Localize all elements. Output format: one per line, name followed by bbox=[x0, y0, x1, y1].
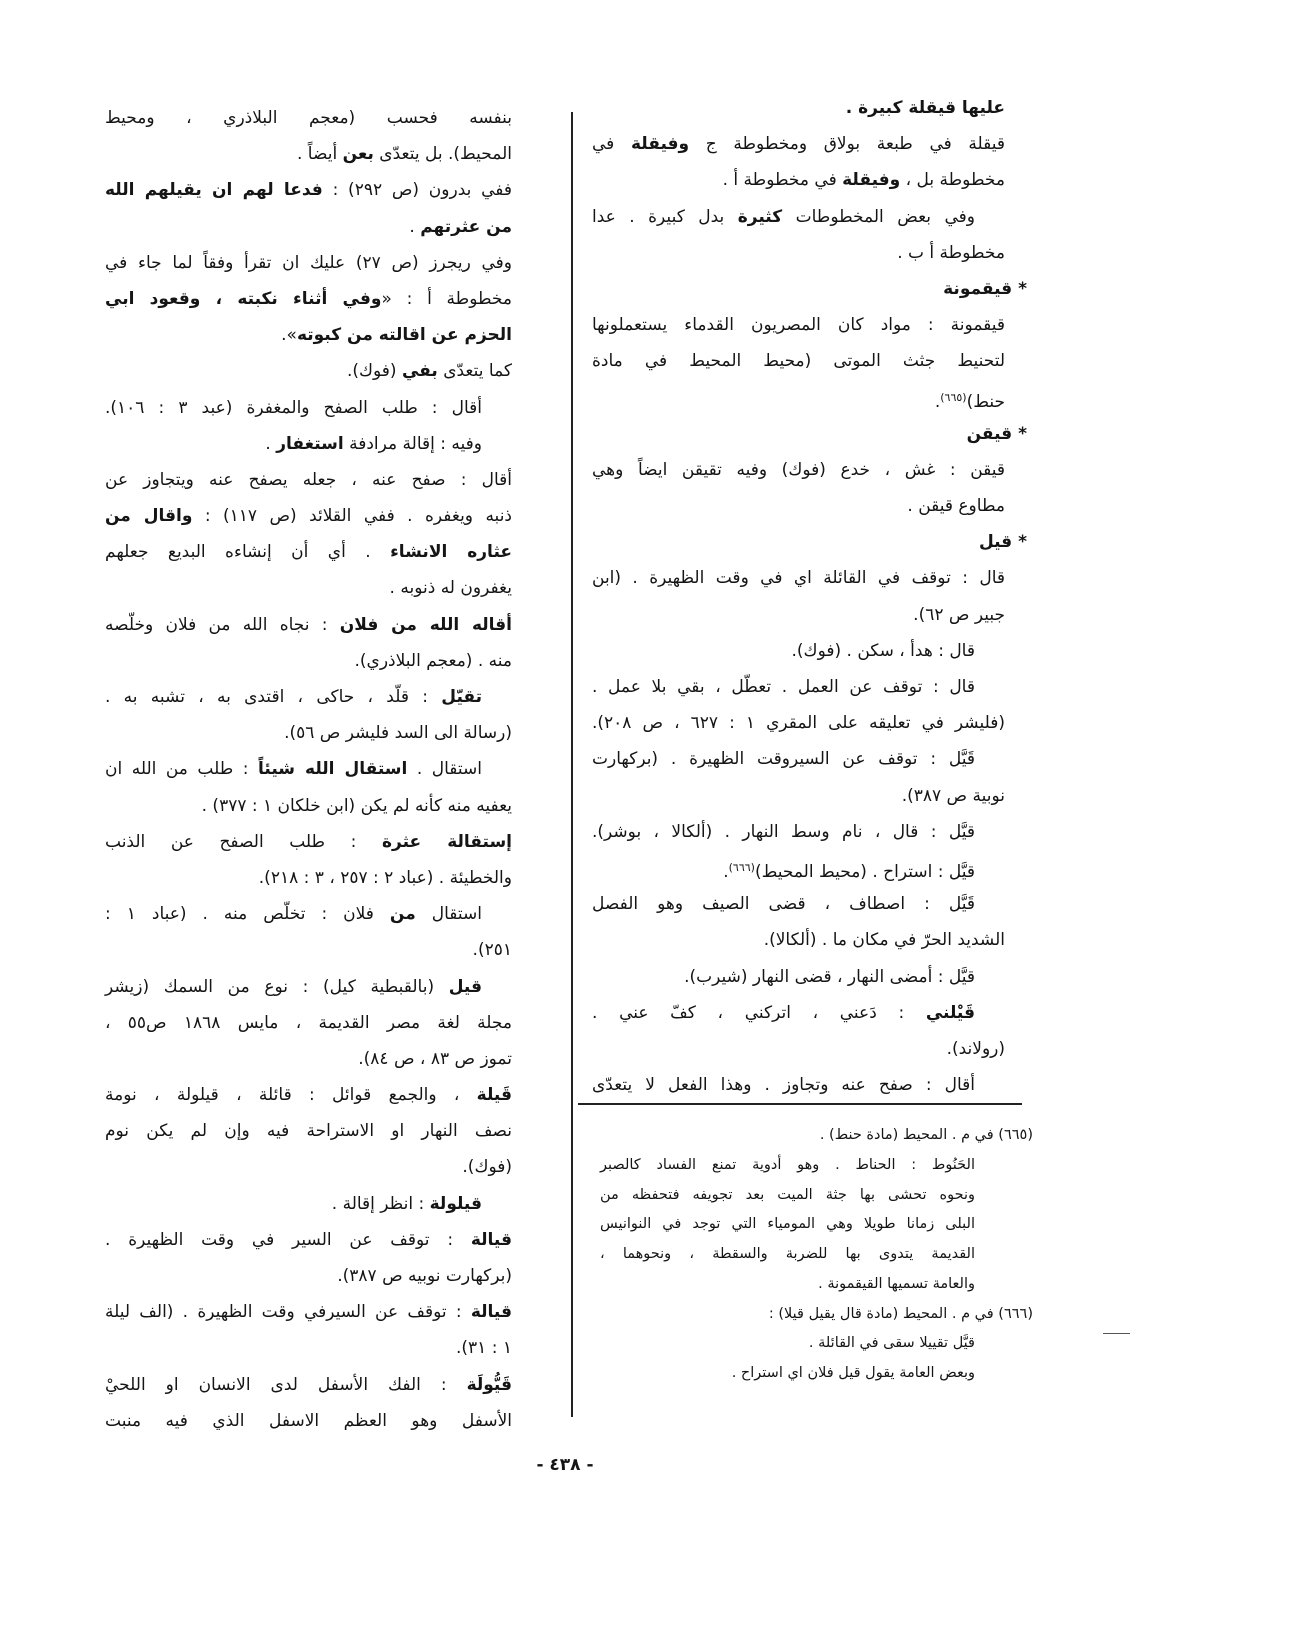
footnote-line: البلى زمانا طويلا وهي المومياء التي توجد في النوانيس bbox=[600, 1216, 975, 1233]
text-line bbox=[105, 751, 512, 787]
line-text: : توقف عن السير في وقت الظهيرة . bbox=[105, 1229, 471, 1250]
line-text: قَيَّل : توقف عن السيروقت الظهيرة . (بركهارت bbox=[592, 749, 975, 770]
text-line bbox=[105, 607, 512, 643]
line-text: : قلّد ، حاكى ، اقتدى به ، تشبه به . bbox=[105, 687, 442, 707]
text-line bbox=[105, 1113, 512, 1149]
scan-mark bbox=[1103, 1333, 1130, 1334]
headword: عثاره الانشاء bbox=[390, 542, 512, 563]
text-line bbox=[592, 380, 1005, 416]
text-line bbox=[105, 1367, 512, 1403]
text-line bbox=[105, 932, 512, 968]
line-text: أيضاً . bbox=[297, 144, 343, 165]
line-text: في مخطوطة أ . bbox=[722, 170, 843, 191]
line-text: كما يتعدّى bbox=[437, 361, 512, 382]
line-text: (رولاند). bbox=[946, 1038, 1005, 1059]
line-text: (فوك). bbox=[346, 361, 402, 382]
line-text: ٢٥١). bbox=[472, 940, 512, 961]
text-line bbox=[105, 209, 512, 245]
line-text: استقال bbox=[415, 904, 482, 925]
footnote-line: وبعض العامة يقول قيل فلان اي استراح . bbox=[731, 1365, 975, 1381]
text-line bbox=[592, 886, 1005, 922]
line-text: أقال : صفح عنه ، جعله يصفح عنه ويتجاوز عن bbox=[105, 469, 512, 490]
text-line bbox=[592, 1067, 1005, 1103]
text-line bbox=[105, 715, 512, 751]
text-line bbox=[105, 570, 512, 606]
text-line bbox=[592, 560, 1005, 596]
footnote-line: ونحوه تحشى بها جثة الميت بعد تجويفه فتحفظه من bbox=[600, 1186, 975, 1203]
text-line bbox=[105, 1294, 512, 1330]
headword: من bbox=[389, 904, 416, 925]
headword: تقيّل bbox=[441, 687, 482, 707]
line-text: لتحنيط جثث الموتى (محيط المحيط في مادة bbox=[592, 351, 1005, 372]
line-text: قال : هدأ ، سكن . (فوك). bbox=[791, 640, 975, 661]
headword: بعن bbox=[342, 144, 374, 165]
text-line bbox=[592, 633, 1005, 669]
text-line bbox=[105, 281, 512, 317]
text-line bbox=[592, 778, 1005, 814]
text-line bbox=[105, 353, 512, 389]
text-line bbox=[105, 969, 512, 1005]
line-text: تموز ص ٨٣ ، ص ٨٤). bbox=[358, 1048, 512, 1069]
text-line bbox=[105, 1403, 512, 1439]
text-line bbox=[592, 850, 1005, 886]
line-text: (بالقبطية كيل) : نوع من السمك (زيشر bbox=[105, 976, 449, 997]
line-text: قال : توقف عن العمل . تعطّل ، بقي بلا عمل . bbox=[592, 677, 975, 697]
text-line bbox=[105, 498, 512, 534]
line-text: وفيه : إقالة مرادفة bbox=[343, 433, 482, 454]
text-line bbox=[592, 669, 1005, 705]
text-line bbox=[592, 307, 1005, 343]
line-text: قيَّل : قال ، نام وسط النهار . (ألكالا ، بوشر). bbox=[592, 821, 975, 842]
text-line bbox=[105, 426, 512, 462]
entry-heading bbox=[592, 524, 1027, 560]
headword: بفي bbox=[401, 361, 438, 382]
line-text: قيقن : غش ، خدع (فوك) وفيه تقيقن ايضاً وهي bbox=[592, 459, 1005, 480]
right-column bbox=[592, 90, 1027, 1103]
text-line bbox=[105, 1149, 512, 1185]
text-line bbox=[105, 245, 512, 281]
text-line bbox=[105, 172, 512, 208]
entry-heading bbox=[592, 271, 1027, 307]
line-text: أقال : طلب الصفح والمغفرة (عبد ٣ : ١٠٦). bbox=[105, 397, 482, 418]
text-line bbox=[592, 705, 1005, 741]
headword: استغفار bbox=[276, 433, 344, 454]
footnote-line: والعامة تسميها القيقمونة . bbox=[818, 1275, 975, 1292]
entry-heading-text: * قيقن bbox=[966, 423, 1027, 444]
line-text: قيَّل : أمضى النهار ، قضى النهار (شيرب). bbox=[684, 966, 975, 987]
page-number: - ٤٣٨ - bbox=[536, 1455, 594, 1475]
line-text: مطاوع قيقن . bbox=[907, 496, 1005, 517]
line-text: مخطوطة بل ، bbox=[900, 170, 1005, 191]
footnote-separator bbox=[578, 1103, 1022, 1105]
line-text: وفي ريجرز (ص ٢٧) عليك ان تقرأ وفقاً لما جاء في bbox=[105, 252, 512, 273]
text-line bbox=[592, 199, 1005, 235]
entry-heading bbox=[592, 416, 1027, 452]
line-text: استقال . bbox=[407, 759, 483, 780]
line-text: بنفسه فحسب (معجم البلاذري ، ومحيط bbox=[105, 108, 512, 128]
text-line bbox=[105, 679, 512, 715]
text-line bbox=[105, 136, 512, 172]
line-text: قيقلة في طبعة بولاق ومخطوطة ج bbox=[689, 134, 1006, 155]
line-text: في bbox=[592, 134, 631, 155]
text-line bbox=[105, 100, 512, 136]
text-line bbox=[592, 922, 1005, 958]
headword: قيل bbox=[448, 976, 482, 997]
line-text: قال : توقف في القائلة اي في وقت الظهيرة . (ابن bbox=[592, 568, 1005, 589]
line-text: ففي بدرون (ص ٢٩٢) : bbox=[322, 180, 512, 201]
headword: الحزم عن اقالته من كبوته bbox=[296, 325, 512, 346]
text-line bbox=[105, 1077, 512, 1113]
entry-heading-text: * قيل bbox=[978, 532, 1027, 553]
line-text: بدل كبيرة . عدا bbox=[592, 206, 738, 227]
headword: عليها قيقلة كبيرة . bbox=[845, 98, 1005, 118]
headword: كثيرة bbox=[737, 206, 783, 227]
footnote-line: القديمة يتدوى بها للضربة والسقطة ، ونحوهما ، bbox=[600, 1246, 975, 1262]
left-column bbox=[105, 100, 512, 1439]
footnote-line: (٦٦٥) في م . المحيط (مادة حنط) . bbox=[819, 1127, 1033, 1143]
line-text: مخطوطة أ ب . bbox=[897, 242, 1005, 263]
line-text: قيقمونة : مواد كان المصريون القدماء يستعملونها bbox=[592, 315, 1005, 336]
line-text: الأسفل وهو العظم الاسفل الذي فيه منبت bbox=[105, 1410, 512, 1431]
line-text: : طلب الصفح عن الذنب bbox=[105, 831, 382, 852]
headword: واقال من bbox=[105, 506, 193, 527]
headword: أقاله الله من فلان bbox=[339, 614, 512, 635]
text-line bbox=[592, 814, 1005, 850]
line-text: منه . (معجم البلاذري). bbox=[354, 650, 512, 671]
headword: وفيقلة bbox=[842, 170, 901, 191]
line-text: (رسالة الى السد فليشر ص ٥٦). bbox=[284, 723, 512, 744]
text-line bbox=[105, 860, 512, 896]
text-line bbox=[105, 1222, 512, 1258]
line-text: نصف النهار او الاستراحة فيه وإن لم يكن نوم bbox=[105, 1121, 512, 1142]
footnote-line: (٦٦٦) في م . المحيط (مادة قال يقيل قيلا) : bbox=[768, 1305, 1033, 1322]
text-line bbox=[592, 488, 1005, 524]
text-line bbox=[105, 896, 512, 932]
text-line bbox=[592, 1031, 1005, 1067]
headword: قَيُّولَة bbox=[466, 1374, 512, 1395]
text-line bbox=[105, 788, 512, 824]
text-line bbox=[592, 162, 1005, 198]
line-text: يغفرون له ذنوبه . bbox=[389, 578, 512, 599]
headword: وفي أثناء نكبته ، وقعود ابي bbox=[105, 288, 382, 309]
headword: من عثرتهم bbox=[420, 216, 512, 237]
line-text: أقال : صفح عنه وتجاوز . وهذا الفعل لا يتعدّى bbox=[592, 1075, 975, 1096]
text-line bbox=[592, 741, 1005, 777]
line-text: . bbox=[723, 861, 729, 882]
line-text: يعفيه منه كأنه لم يكن (ابن خلكان ١ : ٣٧٧) . bbox=[201, 795, 512, 816]
column-divider bbox=[571, 112, 573, 1417]
line-text: ١ : ٣١). bbox=[456, 1338, 512, 1359]
line-text: قيَّل : استراح . (محيط المحيط) bbox=[754, 861, 975, 882]
line-text: حنط) bbox=[966, 391, 1005, 412]
line-text: الشديد الحرّ في مكان ما . (ألكالا). bbox=[763, 930, 1005, 951]
text-line bbox=[105, 317, 512, 353]
line-text: وفي بعض المخطوطات bbox=[782, 206, 975, 227]
line-text: المحيط). بل يتعدّى bbox=[373, 144, 512, 165]
line-text: : الفك الأسفل لدى الانسان او اللحيْ bbox=[105, 1374, 467, 1395]
text-line bbox=[592, 597, 1005, 633]
text-line bbox=[105, 1186, 512, 1222]
text-line bbox=[105, 534, 512, 570]
text-line bbox=[105, 1258, 512, 1294]
footnote-line: الحَنُوط : الحناط . وهو أدوية تمنع الفساد كالصبر bbox=[600, 1156, 975, 1173]
line-text: (فوك). bbox=[462, 1157, 512, 1178]
headword: قيالة bbox=[470, 1302, 512, 1323]
footnote-ref: (٦٦٦) bbox=[728, 860, 755, 874]
line-text: . أي أن إنشاءه البديع جعلهم bbox=[105, 542, 391, 563]
text-line bbox=[105, 643, 512, 679]
line-text: : نجاه الله من فلان وخلّصه bbox=[105, 614, 340, 635]
line-text: . bbox=[409, 216, 421, 237]
line-text: ». bbox=[281, 325, 297, 346]
line-text: . bbox=[265, 433, 277, 454]
headword: قَيْلني bbox=[925, 1002, 975, 1023]
line-text: جبير ص ٦٢). bbox=[913, 604, 1005, 625]
text-line bbox=[592, 452, 1005, 488]
text-line bbox=[592, 959, 1005, 995]
text-line bbox=[105, 390, 512, 426]
text-line bbox=[105, 1330, 512, 1366]
text-line bbox=[592, 235, 1005, 271]
line-text: ذنبه ويغفره . ففي القلائد (ص ١١٧) : bbox=[192, 506, 512, 527]
text-line bbox=[592, 126, 1005, 162]
headword: إستقالة عثرة bbox=[381, 831, 512, 852]
line-text: . bbox=[934, 391, 941, 412]
footnote-line: قيَّل تقييلا سقى في القائلة . bbox=[808, 1335, 975, 1352]
text-line bbox=[105, 1005, 512, 1041]
headword: وفيقلة bbox=[630, 134, 690, 155]
text-line bbox=[105, 462, 512, 498]
headword: فدعا لهم ان يقيلهم الله bbox=[105, 180, 323, 201]
footnotes bbox=[600, 1121, 1033, 1389]
headword: قيالة bbox=[470, 1229, 512, 1250]
line-text: (بركهارت نوبيه ص ٣٨٧). bbox=[337, 1266, 512, 1286]
line-text: والخطيئة . (عباد ٢ : ٢٥٧ ، ٣ : ٢١٨). bbox=[258, 867, 512, 888]
line-text: مجلة لغة مصر القديمة ، مايس ١٨٦٨ ص٥٥ ، bbox=[105, 1012, 512, 1033]
line-text: نوبية ص ٣٨٧). bbox=[901, 785, 1005, 806]
headword: قيلولة bbox=[429, 1193, 482, 1214]
line-text: : انظر إقالة . bbox=[331, 1193, 430, 1214]
line-text: ، والجمع قوائل : قائلة ، قيلولة ، نومة bbox=[105, 1085, 477, 1106]
headword: قَيلة bbox=[476, 1085, 512, 1106]
footnote-ref: (٦٦٥) bbox=[940, 390, 967, 404]
text-line bbox=[105, 1041, 512, 1077]
line-text: قَيَّل : اصطاف ، قضى الصيف وهو الفصل bbox=[592, 894, 975, 915]
line-text: فلان : تخلّص منه . (عباد ١ : bbox=[105, 904, 390, 925]
entry-heading-text: * قيقمونة bbox=[943, 278, 1027, 299]
text-line bbox=[592, 90, 1005, 126]
line-text: مخطوطة أ : « bbox=[381, 288, 513, 309]
line-text: (فليشر في تعليقه على المقري ١ : ٦٢٧ ، ص ٢٠٨). bbox=[592, 713, 1005, 734]
text-line bbox=[592, 343, 1005, 379]
line-text: : دَعني ، اتركني ، كفّ عني . bbox=[592, 1002, 926, 1023]
headword: استقال الله شيئاً bbox=[258, 759, 408, 780]
line-text: : طلب من الله ان bbox=[105, 759, 259, 780]
text-line bbox=[105, 824, 512, 860]
line-text: : توقف عن السيرفي وقت الظهيرة . (الف ليلة bbox=[105, 1302, 471, 1323]
text-line bbox=[592, 995, 1005, 1031]
